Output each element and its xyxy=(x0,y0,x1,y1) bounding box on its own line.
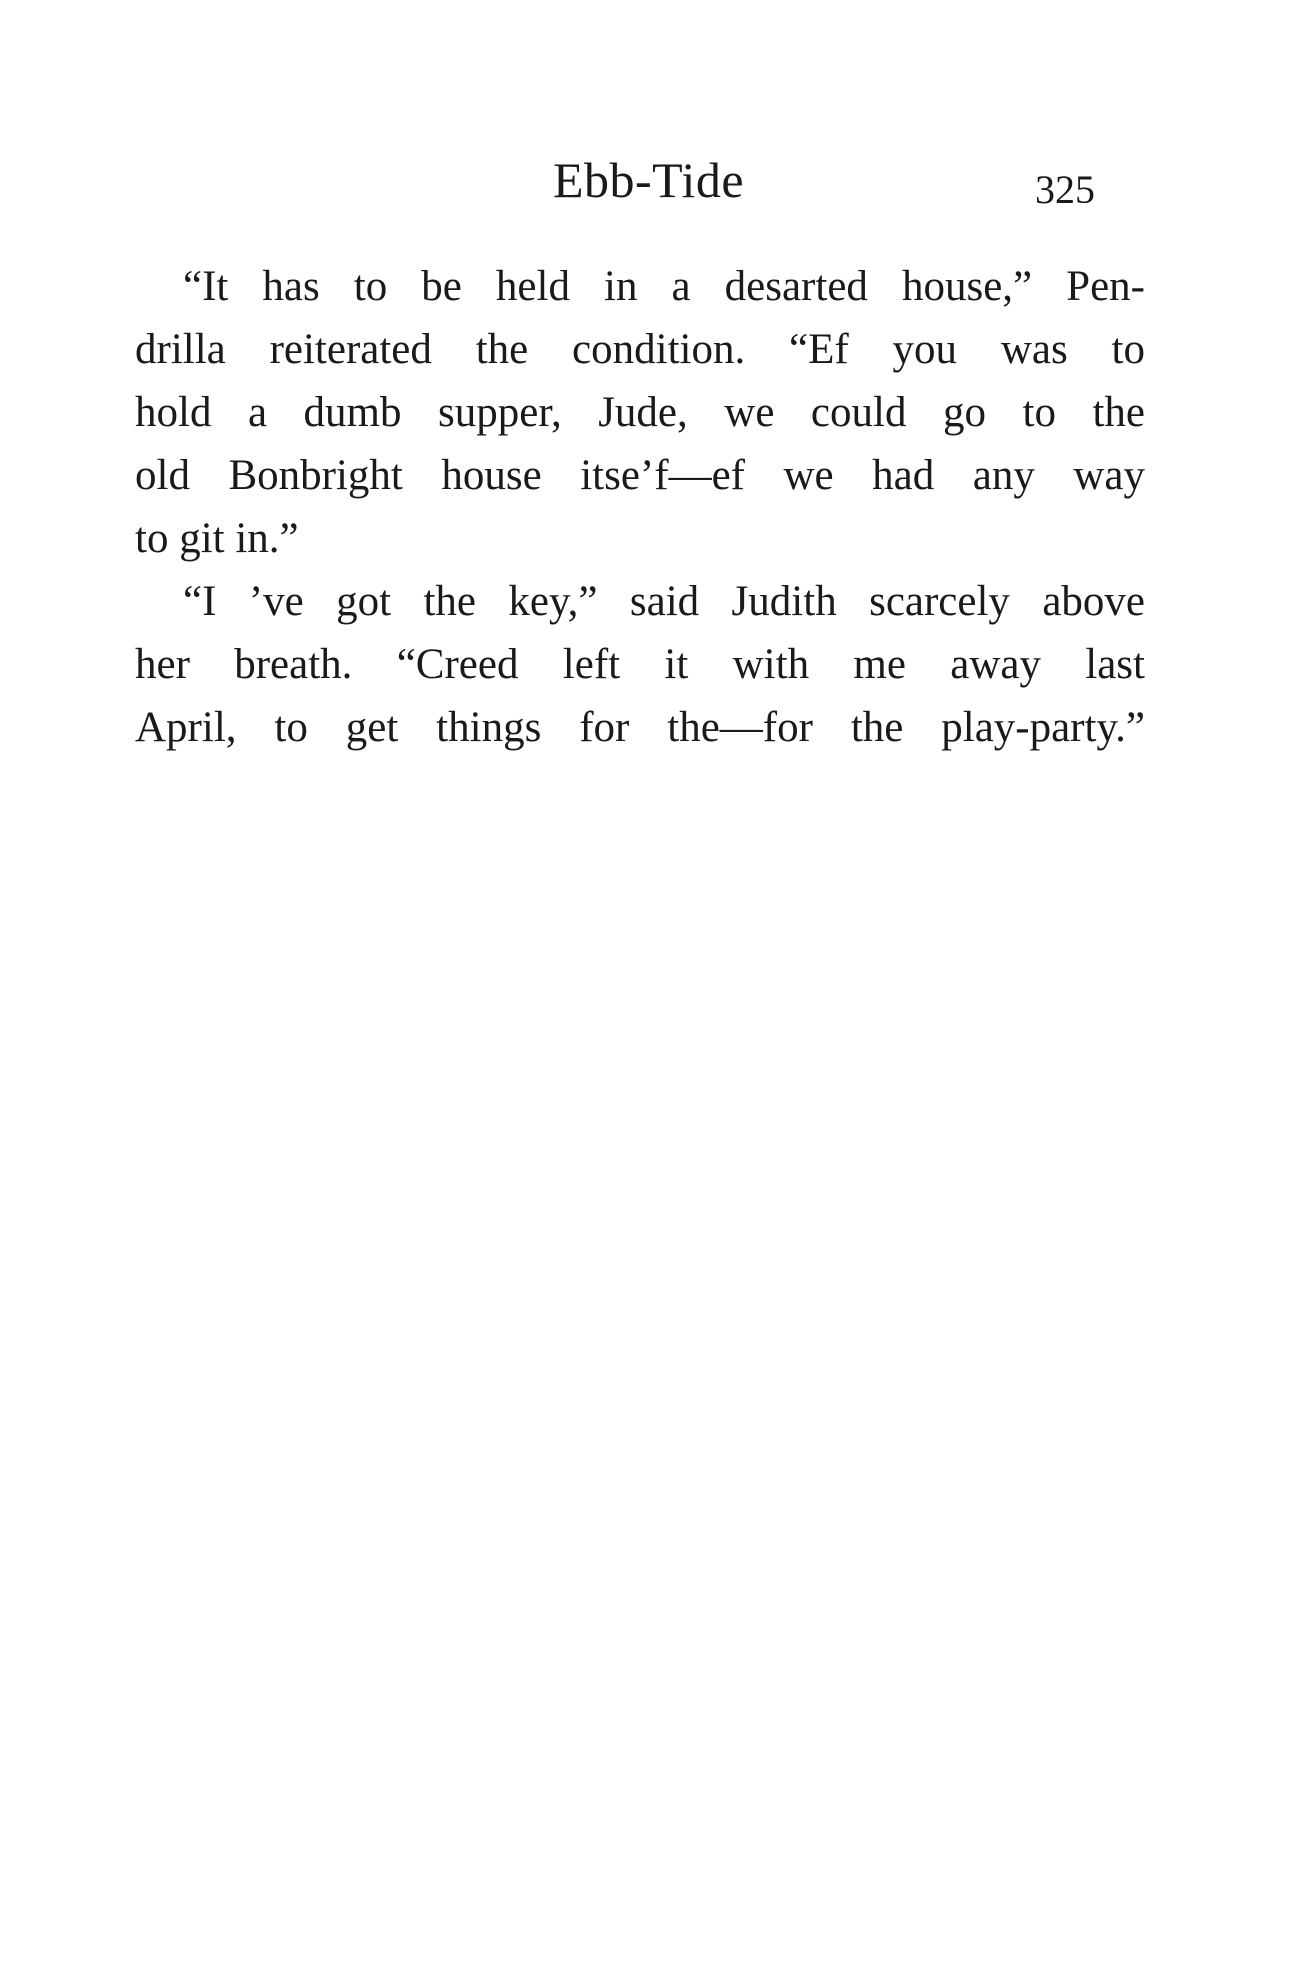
text-line: hold a dumb supper, Jude, we could go to the xyxy=(135,389,1145,436)
body-text xyxy=(135,255,1145,759)
paragraph xyxy=(135,255,1145,570)
text-line: “It has to be held in a desarted house,” Pen- xyxy=(183,263,1145,310)
text-line: drilla reiterated the condition. “Ef you was to xyxy=(135,326,1145,373)
text-line: her breath. “Creed left it with me away last xyxy=(135,641,1145,688)
page-number: 325 xyxy=(1035,167,1095,212)
text-line: “I ’ve got the key,” said Judith scarcely above xyxy=(183,578,1145,625)
paragraph xyxy=(135,570,1145,759)
text-line: old Bonbright house itse’f—ef we had any way xyxy=(135,452,1145,499)
text-line: April, to get things for the—for the play-party.” xyxy=(135,704,1145,751)
running-title: Ebb-Tide xyxy=(552,152,745,208)
text-line: to git in.” xyxy=(135,515,299,562)
